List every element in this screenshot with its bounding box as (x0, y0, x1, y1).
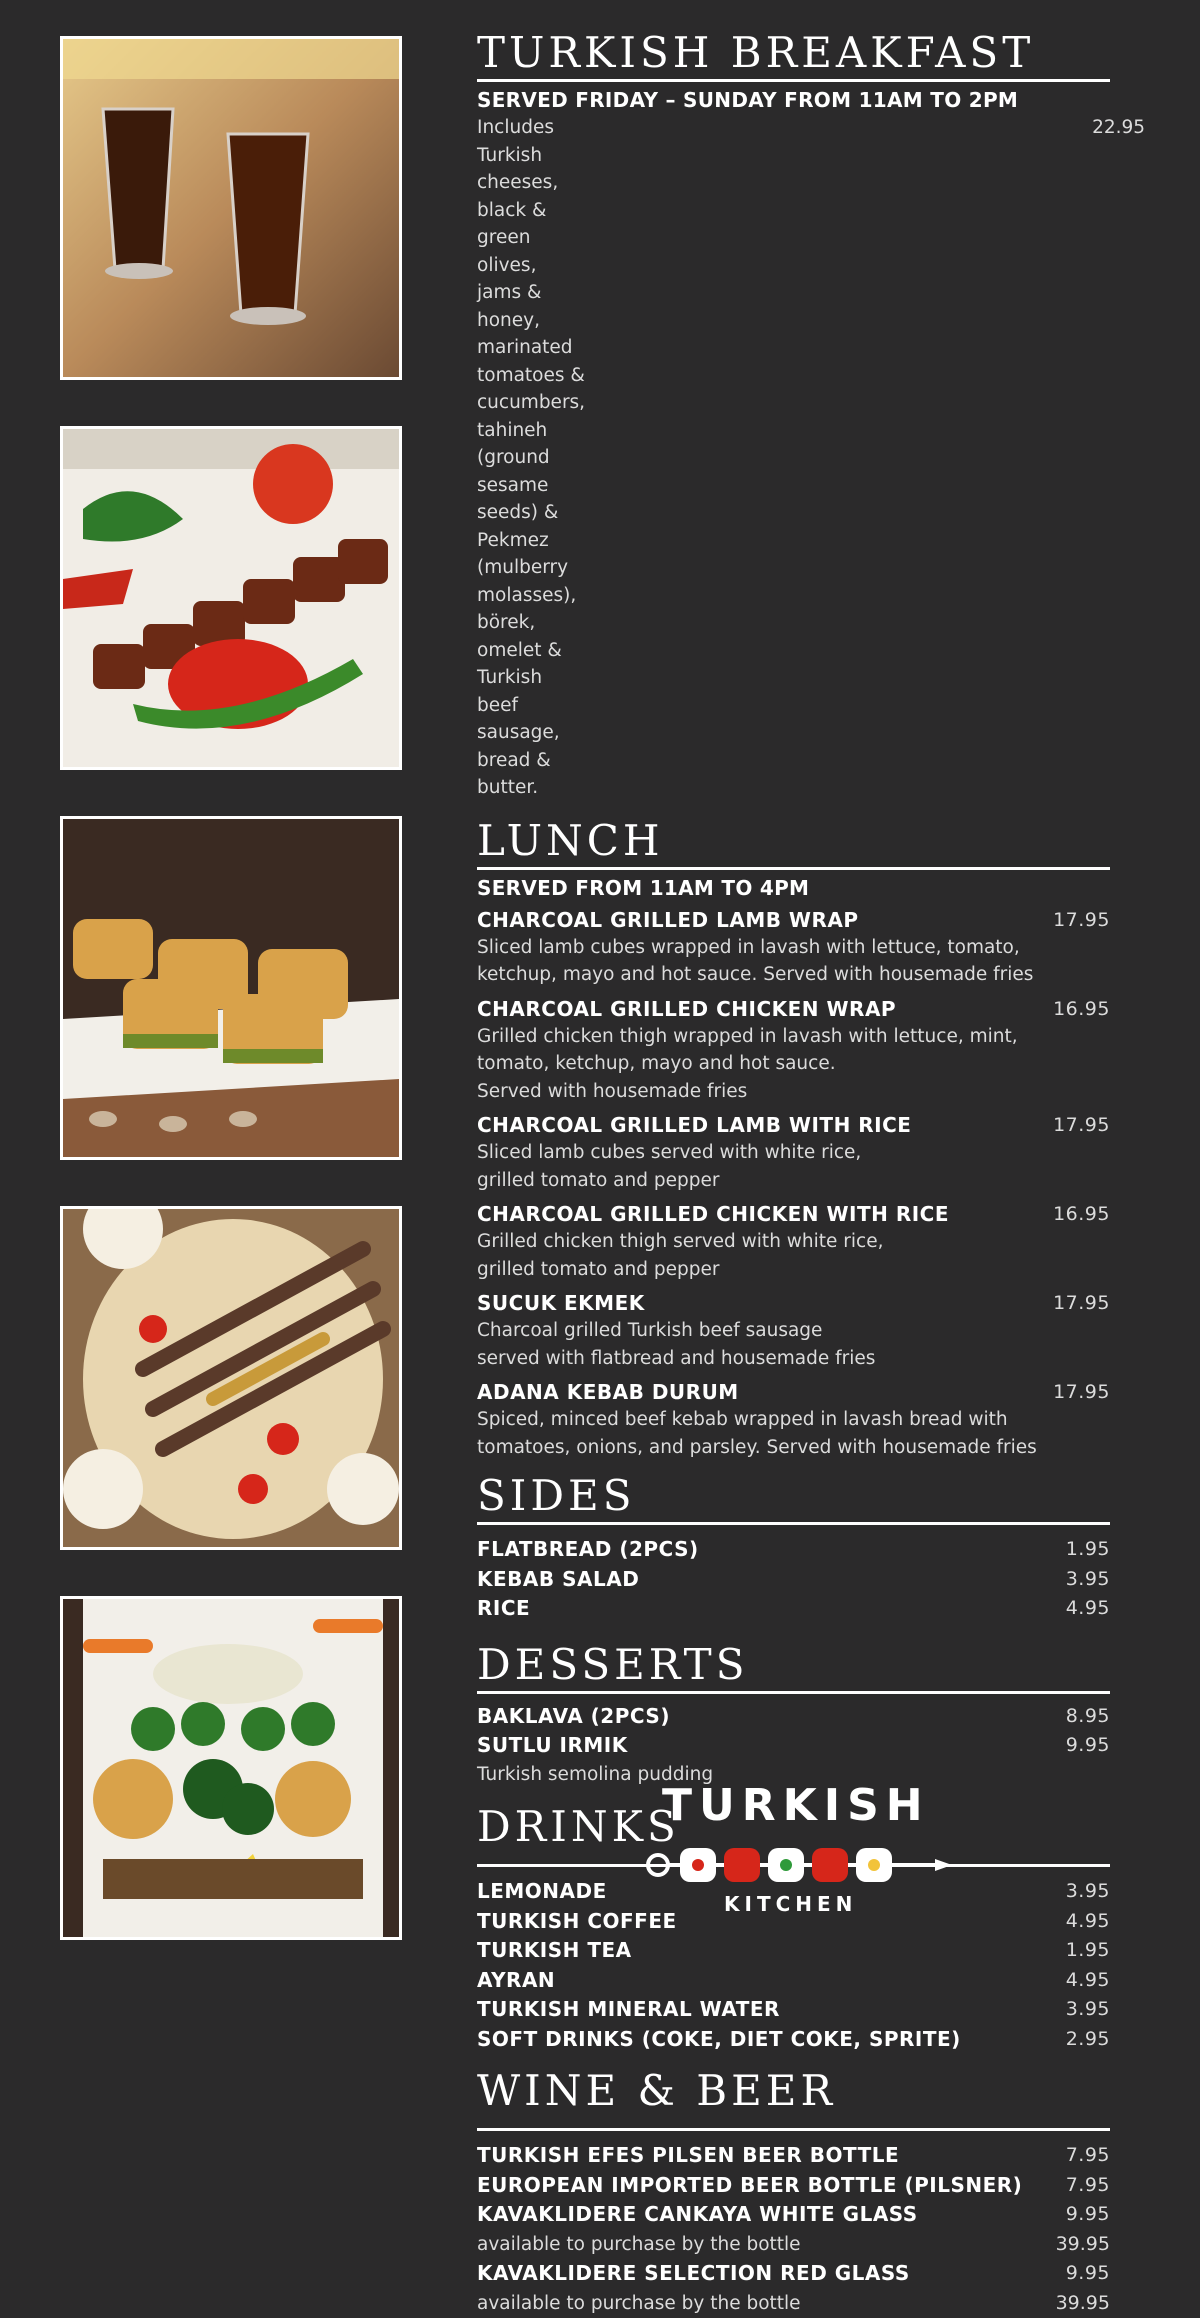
menu-item (477, 1378, 1110, 1461)
item-name: KAVAKLIDERE CANKAYA WHITE GLASS (477, 2200, 918, 2230)
item-name: CHARCOAL GRILLED CHICKEN WRAP (477, 995, 896, 1023)
item-description: Sliced lamb cubes wrapped in lavash with lettuce, tomato, (477, 934, 1110, 962)
item-name: SUTLU IRMIK (477, 1731, 628, 1761)
menu-item (477, 1200, 1110, 1283)
desserts-section (477, 1640, 1110, 1789)
item-name: AYRAN (477, 1966, 555, 1996)
item-header (477, 995, 1110, 1023)
item-name: CHARCOAL GRILLED LAMB WRAP (477, 906, 859, 934)
item-price: 39.95 (1040, 2230, 1110, 2260)
item-name: CHARCOAL GRILLED CHICKEN WITH RICE (477, 1200, 949, 1228)
item-price: 17.95 (1040, 1111, 1110, 1139)
item-description: Grilled chicken thigh served with white rice, (477, 1228, 1110, 1256)
wine-beer-section (477, 2066, 1110, 2318)
menu-item (477, 2025, 1110, 2055)
item-price: 22.95 (585, 114, 1145, 802)
item-header (477, 1289, 1110, 1317)
item-description: served with flatbread and housemade fries (477, 1345, 1110, 1373)
item-name: available to purchase by the bottle (477, 2289, 801, 2318)
section-subtitle: SERVED FROM 11AM TO 4PM (477, 874, 1110, 902)
item-name: KAVAKLIDERE SELECTION RED GLASS (477, 2259, 910, 2289)
menu-item (477, 2259, 1110, 2289)
item-name: FLATBREAD (2PCS) (477, 1535, 699, 1565)
menu-item (477, 2141, 1110, 2171)
item-description: Served with housemade fries (477, 1078, 1110, 1106)
item-price: 17.95 (1040, 1289, 1110, 1317)
divider (477, 1522, 1110, 1525)
menu-item (477, 1966, 1110, 1996)
item-price: 39.95 (1040, 2289, 1110, 2318)
item-name: TURKISH COFFEE (477, 1907, 677, 1937)
item-price: 16.95 (1040, 995, 1110, 1023)
item-name: SUCUK EKMEK (477, 1289, 645, 1317)
divider (477, 79, 1110, 82)
baklava-photo (60, 816, 402, 1160)
section-title: WINE & BEER (477, 2066, 1110, 2116)
item-price: 1.95 (1040, 1535, 1110, 1565)
item-price: 9.95 (1040, 1731, 1110, 1761)
skewer-icon (640, 1838, 960, 1892)
item-header (477, 1378, 1110, 1406)
menu-item (477, 1565, 1110, 1595)
menu-item (477, 1995, 1110, 2025)
menu-item (477, 1111, 1110, 1194)
menu-item (477, 2289, 1110, 2318)
item-price: 3.95 (1040, 1995, 1110, 2025)
menu-item (477, 1535, 1110, 1565)
item-price: 17.95 (1040, 1378, 1110, 1406)
item-price: 3.95 (1040, 1877, 1110, 1907)
vegetable-platter-photo (60, 1596, 402, 1940)
item-name: RICE (477, 1594, 530, 1624)
item-price: 3.95 (1040, 1565, 1110, 1595)
breakfast-section (477, 28, 1110, 802)
divider (477, 2128, 1110, 2131)
divider (477, 867, 1110, 870)
item-price: 4.95 (1040, 1966, 1110, 1996)
item-name: EUROPEAN IMPORTED BEER BOTTLE (PILSNER) (477, 2171, 1022, 2201)
section-title: DESSERTS (477, 1640, 1110, 1690)
item-name: CHARCOAL GRILLED LAMB WITH RICE (477, 1111, 911, 1139)
item-name: TURKISH EFES PILSEN BEER BOTTLE (477, 2141, 899, 2171)
item-name: BAKLAVA (2PCS) (477, 1702, 670, 1732)
item-name: TURKISH MINERAL WATER (477, 1995, 780, 2025)
lunch-section (477, 816, 1110, 1462)
menu-item (477, 995, 1110, 1106)
item-description: grilled tomato and pepper (477, 1167, 1110, 1195)
section-subtitle: SERVED FRIDAY – SUNDAY FROM 11AM TO 2PM (477, 86, 1110, 114)
lamb-skewer-photo (60, 426, 402, 770)
menu (477, 28, 1110, 2318)
section-title: LUNCH (477, 816, 1110, 866)
item-price: 7.95 (1040, 2141, 1110, 2171)
menu-item (477, 2200, 1110, 2230)
item-price: 4.95 (1040, 1594, 1110, 1624)
item-name: available to purchase by the bottle (477, 2230, 801, 2260)
turkish-kitchen-logo (640, 1780, 960, 1930)
item-description: Includes Turkish cheeses, black & green olives, jams & honey, marinated tomatoes & cucumbers, tahineh (ground sesame seeds) & Pekmez (mulberry molasses), börek, omelet & Turkish beef sausage, bread & butter. (477, 114, 585, 802)
divider (477, 1691, 1110, 1694)
logo-subtext: KITCHEN (724, 1892, 857, 1916)
section-title: DRINKS (477, 1802, 1110, 1852)
tea-glasses-photo (60, 36, 402, 380)
item-description: Spiced, minced beef kebab wrapped in lavash bread with (477, 1406, 1110, 1434)
logo-wordmark: TURKISH (662, 1780, 930, 1831)
menu-item (477, 1594, 1110, 1624)
item-description: ketchup, mayo and hot sauce. Served with housemade fries (477, 961, 1110, 989)
menu-item (477, 1289, 1110, 1372)
item-header (477, 1111, 1110, 1139)
menu-item (477, 1936, 1110, 1966)
item-price: 9.95 (1040, 2259, 1110, 2289)
item-name: SOFT DRINKS (COKE, DIET COKE, SPRITE) (477, 2025, 961, 2055)
item-description: Grilled chicken thigh wrapped in lavash with lettuce, mint, (477, 1023, 1110, 1051)
item-description: tomatoes, onions, and parsley. Served with housemade fries (477, 1434, 1110, 1462)
item-price: 4.95 (1040, 1907, 1110, 1937)
item-name: ADANA KEBAB DURUM (477, 1378, 739, 1406)
menu-item (477, 1702, 1110, 1732)
menu-item (477, 906, 1110, 989)
item-price: 2.95 (1040, 2025, 1110, 2055)
menu-item (477, 2171, 1110, 2201)
item-price: 17.95 (1040, 906, 1110, 934)
item-description: Turkish semolina pudding (477, 1761, 1110, 1789)
sides-section (477, 1471, 1110, 1624)
section-title: TURKISH BREAKFAST (477, 28, 1110, 78)
item-description: grilled tomato and pepper (477, 1256, 1110, 1284)
section-title: SIDES (477, 1471, 1110, 1521)
item-price: 16.95 (1040, 1200, 1110, 1228)
item-header (477, 906, 1110, 934)
item-header (477, 1200, 1110, 1228)
menu-item (477, 1731, 1110, 1761)
item-name: KEBAB SALAD (477, 1565, 639, 1595)
kebab-platter-photo (60, 1206, 402, 1550)
item-description: tomato, ketchup, mayo and hot sauce. (477, 1050, 1110, 1078)
item-name: LEMONADE (477, 1877, 607, 1907)
item-price: 7.95 (1040, 2171, 1110, 2201)
item-description: Charcoal grilled Turkish beef sausage (477, 1317, 1110, 1345)
item-name: TURKISH TEA (477, 1936, 632, 1966)
item-description: Sliced lamb cubes served with white rice, (477, 1139, 1110, 1167)
item-price: 1.95 (1040, 1936, 1110, 1966)
item-price: 9.95 (1040, 2200, 1110, 2230)
menu-item (477, 2230, 1110, 2260)
item-price: 8.95 (1040, 1702, 1110, 1732)
